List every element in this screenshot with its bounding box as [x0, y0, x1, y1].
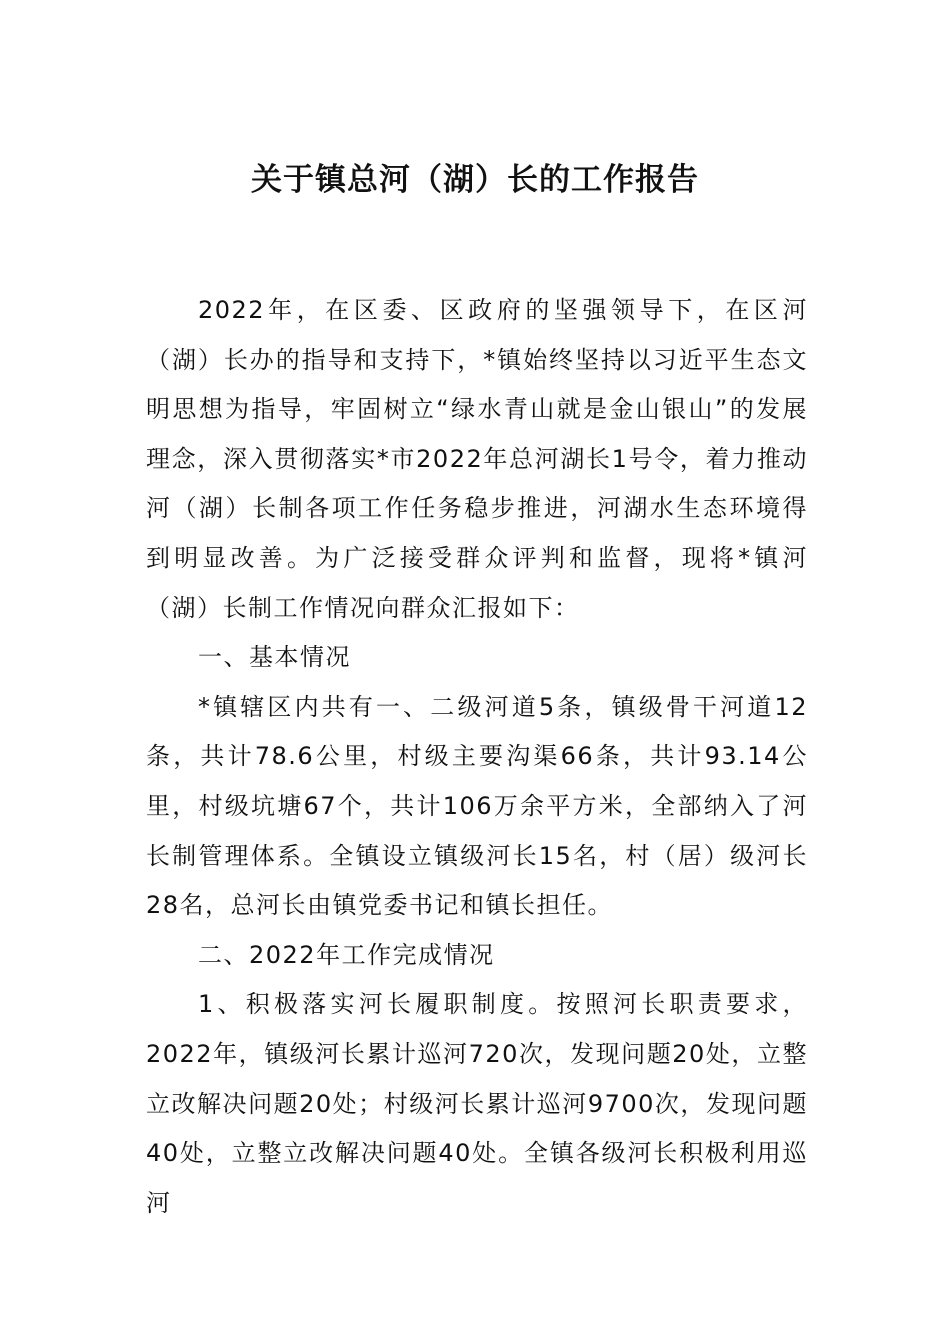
- document-title: 关于镇总河（湖）长的工作报告: [251, 162, 699, 198]
- document-body: [146, 286, 808, 1228]
- section-heading-basic: 一、基本情况: [198, 643, 351, 672]
- paragraph-basic-info: *镇辖区内共有一、二级河道5条，镇级骨干河道12条，共计78.6公里，村级主要沟渠66条，共计93.14公里，村级坑塘67个，共计106万余平方米，全部纳入了河长制管理体系。全镇设立镇级河长15名，村（居）级河长28名，总河长由镇党委书记和镇长担任。: [146, 692, 808, 920]
- paragraph-river-chief-duty: 1、积极落实河长履职制度。按照河长职责要求，2022年，镇级河长累计巡河720次，发现问题20处，立整立改解决问题20处；村级河长累计巡河9700次，发现问题40处，立整立改解决问题40处。全镇各级河长积极利用巡河: [146, 990, 808, 1217]
- paragraph-intro: 2022年，在区委、区政府的坚强领导下，在区河（湖）长办的指导和支持下，*镇始终坚持以习近平生态文明思想为指导，牢固树立“绿水青山就是金山银山”的发展理念，深入贯彻落实*市2022年总河湖长1号令，着力推动河（湖）长制各项工作任务稳步推进，河湖水生态环境得到明显改善。为广泛接受群众评判和监督，现将*镇河（湖）长制工作情况向群众汇报如下：: [146, 296, 808, 622]
- section-heading-work-completion: 二、2022年工作完成情况: [198, 940, 495, 969]
